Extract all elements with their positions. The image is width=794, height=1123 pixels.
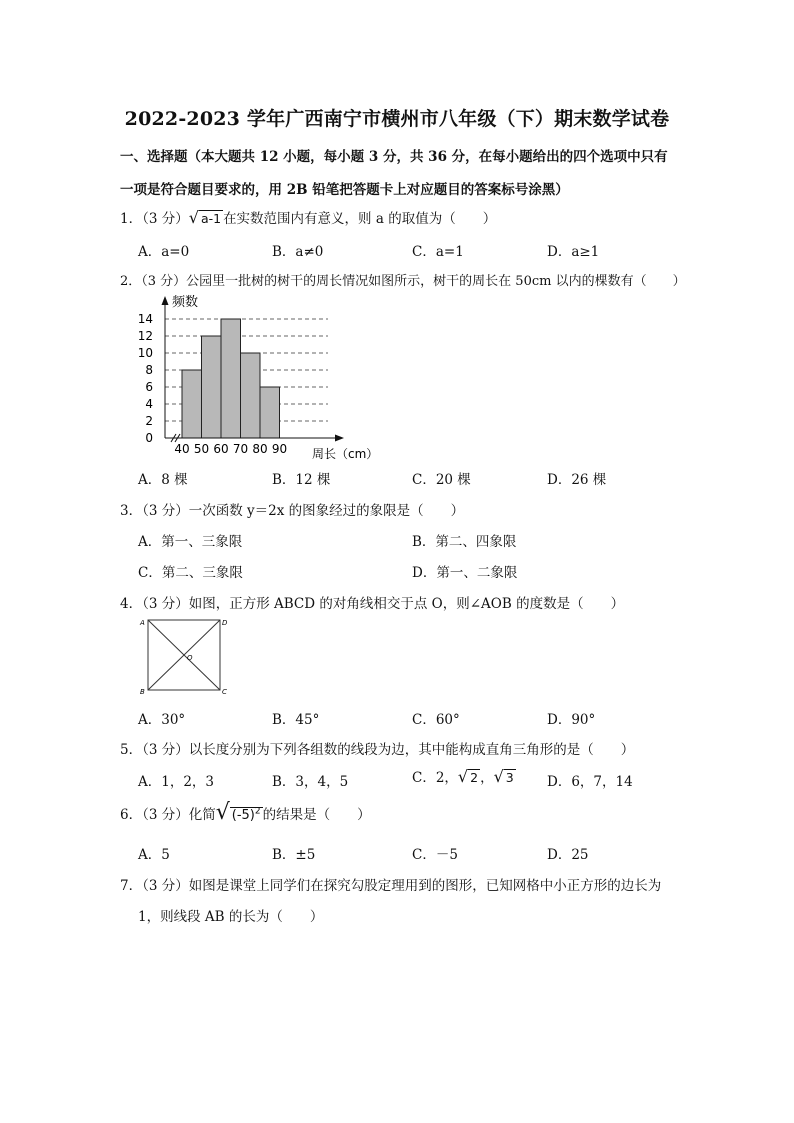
radicand-2: 2 — [470, 770, 479, 785]
histogram-chart — [130, 292, 379, 462]
y-axis-label: 频数 — [172, 295, 199, 310]
histogram-bar — [202, 336, 222, 438]
label-c: C — [222, 688, 227, 696]
sqrt-icon: √ — [188, 208, 199, 227]
radicand-base: (-5) — [231, 808, 255, 823]
q2-option-a: A．8 棵 — [138, 472, 188, 488]
x-tick-label: 70 — [232, 442, 249, 456]
q1-option-b: B．a≠0 — [272, 244, 324, 260]
question-7-line2: 1，则线段 AB 的长为（ ） — [138, 909, 324, 925]
y-tick-label: 14 — [137, 312, 153, 326]
x-tick-label: 80 — [252, 442, 268, 456]
q3-option-b: B．第二、四象限 — [412, 534, 517, 550]
x-tick-label: 90 — [271, 442, 288, 456]
question-1-text: 在实数范围内有意义，则 a 的取值为（ ） — [223, 211, 497, 227]
sqrt-icon: √ — [215, 800, 230, 825]
label-b: B — [140, 688, 145, 696]
q5-option-a: A．1，2，3 — [138, 774, 215, 790]
chart-group — [138, 294, 379, 461]
sqrt-2 — [458, 767, 480, 786]
label-d: D — [222, 619, 228, 627]
q1-option-d: D．a≥1 — [547, 244, 600, 260]
x-axis-arrow-icon — [335, 435, 344, 442]
question-1 — [120, 207, 496, 227]
question-3: 3．（3 分）一次函数 y＝2x 的图象经过的象限是（ ） — [120, 503, 465, 519]
q6-option-b: B．±5 — [272, 847, 316, 863]
question-7-line1: 7．（3 分）如图是课堂上同学们在探究勾股定理用到的图形，已知网格中小正方形的边长为 — [120, 878, 662, 894]
q6-option-a: A．5 — [138, 847, 170, 863]
question-1-number: 1．（3 分） — [120, 211, 189, 227]
q6-option-d: D．25 — [547, 847, 589, 863]
radicand: a-1 — [200, 211, 222, 226]
radicand — [230, 807, 263, 823]
q6-option-c: C．－5 — [412, 847, 458, 863]
x-tick-label: 60 — [213, 442, 229, 456]
q4-option-a: A．30° — [138, 712, 186, 728]
histogram-bar — [260, 387, 280, 438]
y-tick-label: 12 — [137, 329, 153, 343]
radicand-3: 3 — [505, 770, 514, 785]
y-tick-label: 10 — [137, 346, 153, 360]
page-title: 2022-2023 学年广西南宁市横州市八年级（下）期末数学试卷 — [124, 108, 670, 130]
q4-option-d: D．90° — [547, 712, 596, 728]
question-6-text: 的结果是（ ） — [262, 807, 371, 823]
q1-option-a: A．a=0 — [138, 244, 190, 260]
q5-option-c-prefix: C．2， — [412, 770, 458, 786]
q2-option-b: B．12 棵 — [272, 472, 331, 488]
q3-option-a: A．第一、三象限 — [138, 534, 243, 550]
q2-option-d: D．26 棵 — [547, 472, 607, 488]
q4-option-b: B．45° — [272, 712, 320, 728]
q4-option-c: C．60° — [412, 712, 460, 728]
section-heading-line1: 一、选择题（本大题共 12 小题，每小题 3 分，共 36 分，在每小题给出的四个选项中只有 — [120, 149, 668, 165]
q5-option-d: D．6，7，14 — [547, 774, 633, 790]
sqrt-icon: √ — [493, 767, 504, 786]
question-6 — [120, 800, 371, 825]
y-tick-label: 6 — [145, 380, 153, 394]
exponent: 2 — [254, 806, 261, 817]
q1-option-c: C．a=1 — [412, 244, 464, 260]
q3-option-c: C．第二、三象限 — [138, 565, 243, 581]
q2-option-c: C．20 棵 — [412, 472, 471, 488]
y-tick-label: 0 — [145, 431, 153, 445]
sqrt-3 — [494, 767, 516, 786]
label-a: A — [140, 619, 145, 627]
histogram-bar — [182, 370, 202, 438]
q5-option-b: B．3，4，5 — [272, 774, 349, 790]
sqrt-expression — [216, 800, 263, 825]
x-axis-label: 周长（cm） — [312, 447, 379, 461]
y-axis-arrow-icon — [162, 296, 169, 305]
histogram-bar — [241, 353, 261, 438]
question-6-number: 6．（3 分）化简 — [120, 807, 216, 823]
x-tick-label: 40 — [174, 442, 190, 456]
y-tick-label: 4 — [145, 397, 153, 411]
y-tick-label: 8 — [145, 363, 153, 377]
question-2: 2．（3 分）公园里一批树的树干的周长情况如图所示，树干的周长在 50cm 以内的棵数有（ ） — [120, 274, 686, 289]
sqrt-icon: √ — [457, 767, 469, 786]
y-tick-label: 2 — [145, 414, 153, 428]
x-tick-label: 50 — [193, 442, 210, 456]
label-o: O — [187, 654, 193, 662]
separator: ， — [480, 770, 494, 786]
q5-option-c — [412, 766, 516, 786]
question-4: 4．（3 分）如图，正方形 ABCD 的对角线相交于点 O，则∠AOB 的度数是（ ） — [120, 596, 625, 612]
sqrt-expression — [189, 208, 223, 227]
square-diagram — [138, 614, 230, 698]
question-5: 5．（3 分）以长度分别为下列各组数的线段为边，其中能构成直角三角形的是（ ） — [120, 742, 635, 758]
section-heading-line2: 一项是符合题目要求的，用 2B 铅笔把答题卡上对应题目的答案标号涂黑） — [120, 182, 569, 198]
q3-option-d: D．第一、二象限 — [412, 565, 518, 581]
histogram-bar — [221, 319, 241, 438]
